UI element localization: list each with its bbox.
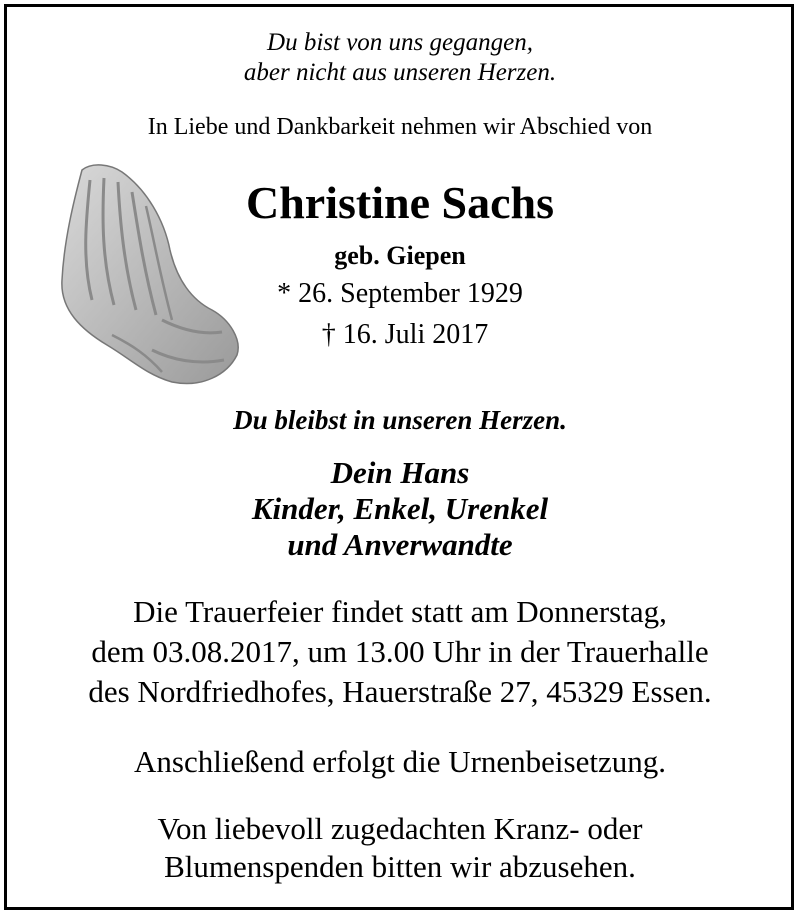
ceremony-info: [0, 592, 800, 712]
mourner-line-3: und Anverwandte: [287, 527, 513, 562]
death-date: † 16. Juli 2017: [321, 319, 489, 350]
mourner-line-2: Kinder, Enkel, Urenkel: [251, 491, 549, 526]
remembrance-line: Du bleibst in unseren Herzen.: [233, 405, 567, 435]
flowers-line-2: Blumenspenden bitten wir abzusehen.: [164, 849, 636, 884]
birth-name: geb. Giepen: [334, 241, 466, 270]
motto-line-2: aber nicht aus unseren Herzen.: [243, 59, 557, 86]
intro-text: In Liebe und Dankbarkeit nehmen wir Abschied von: [147, 114, 653, 140]
mourners: [0, 455, 800, 563]
deceased-name: Christine Sachs: [246, 177, 554, 228]
ceremony-line-1: Die Trauerfeier findet statt am Donnerstag,: [133, 594, 667, 629]
ceremony-line-2: dem 03.08.2017, um 13.00 Uhr in der Trauerhalle: [91, 634, 709, 669]
ceremony-line-3: des Nordfriedhofes, Hauerstraße 27, 45329 Essen.: [88, 674, 712, 709]
motto-line-1: Du bist von uns gegangen,: [267, 29, 533, 56]
flowers-note: [0, 810, 800, 886]
motto: [0, 28, 800, 88]
birth-date: * 26. September 1929: [277, 278, 523, 309]
flowers-line-1: Von liebevoll zugedachten Kranz- oder: [157, 811, 643, 846]
mourner-line-1: Dein Hans: [330, 455, 470, 490]
urn-burial-note: Anschließend erfolgt die Urnenbeisetzung.: [134, 744, 666, 779]
